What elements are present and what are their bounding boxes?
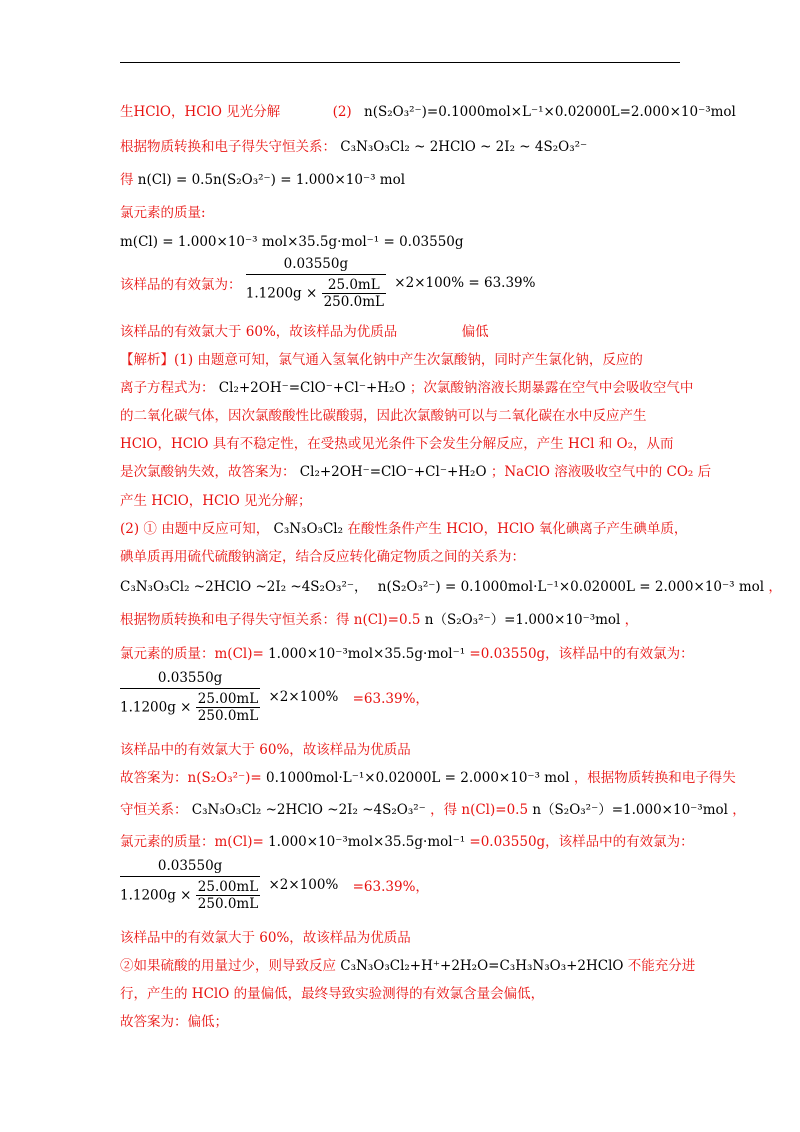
line-26: ②如果硫酸的用量过少，则导致反应 C₃N₃O₃Cl₂+H⁺+2H₂O=C₃H₃N₃O₃+2HClO 不能充分进 xyxy=(120,958,696,974)
fraction: 0.03550g 1.1200g × $\frac{25.00mL}{250.0mL}$ xyxy=(120,670,259,724)
line-12: 是次氯酸钠失效，故答案为： Cl₂+2OH⁻=ClO⁻+Cl⁻+H₂O ；NaClO 溶液吸收空气中的 CO₂ 后 xyxy=(120,464,712,480)
line-1: 生HClO，HClO 见光分解 (2) n(S₂O₃²⁻)=0.1000mol×L⁻¹×0.02000L=2.000×10⁻³mol xyxy=(120,104,736,120)
line-16: C₃N₃O₃Cl₂ ~2HClO ~2I₂ ~4S₂O₃²⁻， n(S₂O₃²⁻) = 0.1000mol·L⁻¹×0.02000L = 2.000×10⁻³ mol ， xyxy=(120,579,782,595)
fraction: 0.03550g 1.1200g × $\frac{25.00mL}{250.0mL}$ xyxy=(120,858,259,912)
line-21: 故答案为：n(S₂O₃²⁻)= 0.1000mol·L⁻¹×0.02000L = 2.000×10⁻³ mol ，根据物质转换和电子得失 xyxy=(120,770,736,786)
line-13: 产生 HClO，HClO 见光分解； xyxy=(120,493,312,509)
line-9: 离子方程式为： Cl₂+2OH⁻=ClO⁻+Cl⁻+H₂O ；次氯酸钠溶液长期暴露在空气中会吸收空气中 xyxy=(120,380,694,396)
line-6-effective-chlorine: 该样品的有效氯为： 0.03550g 1.1200g × $\frac{25.0mL}{250.0mL}$ ×2×100% = 63.39% xyxy=(120,256,536,310)
line-18: 氯元素的质量：m(Cl)= 1.000×10⁻³mol×35.5g·mol⁻¹ =0.03550g，该样品中的有效氯为： xyxy=(120,646,694,662)
fraction: 0.03550g 1.1200g × $\frac{25.0mL}{250.0mL}$ xyxy=(245,256,384,310)
line-4: 氯元素的质量: xyxy=(120,205,206,221)
line-7: 该样品的有效氯大于 60%，故该样品为优质品 偏低 xyxy=(120,324,489,340)
line-8-analysis: 【解析】(1) 由题意可知，氯气通入氢氧化钠中产生次氯酸钠，同时产生氯化钠，反应的 xyxy=(120,352,643,368)
header-rule xyxy=(120,62,680,63)
line-22: 守恒关系： C₃N₃O₃Cl₂ ~2HClO ~2I₂ ~4S₂O₃²⁻ ，得 n(Cl)=0.5 n（S₂O₃²⁻）=1.000×10⁻³mol ， xyxy=(120,802,746,818)
line-17: 根据物质转换和电子得失守恒关系：得 n(Cl)=0.5 n（S₂O₃²⁻）=1.000×10⁻³mol ， xyxy=(120,612,639,628)
line-23: 氯元素的质量：m(Cl)= 1.000×10⁻³mol×35.5g·mol⁻¹ =0.03550g，该样品中的有效氯为： xyxy=(120,834,694,850)
line-24-fraction: 0.03550g 1.1200g × $\frac{25.00mL}{250.0mL}$ ×2×100% =63.39%， xyxy=(120,858,429,912)
line-25: 该样品中的有效氯大于 60%，故该样品为优质品 xyxy=(120,930,411,946)
line-20: 该样品中的有效氯大于 60%，故该样品为优质品 xyxy=(120,742,411,758)
line-27: 行，产生的 HClO 的量偏低，最终导致实验测得的有效氯含量会偏低， xyxy=(120,986,545,1002)
line-14: (2) ① 由题中反应可知， C₃N₃O₃Cl₂ 在酸性条件产生 HClO，HClO 氧化碘离子产生碘单质， xyxy=(120,521,688,537)
line-11: HClO，HClO 具有不稳定性，在受热或见光条件下会发生分解反应，产生 HCl 和 O₂，从而 xyxy=(120,436,674,452)
line-5: m(Cl) = 1.000×10⁻³ mol×35.5g·mol⁻¹ = 0.03550g xyxy=(120,234,464,250)
line-19-fraction: 0.03550g 1.1200g × $\frac{25.00mL}{250.0mL}$ ×2×100% =63.39%， xyxy=(120,670,429,724)
line-28: 故答案为：偏低； xyxy=(120,1014,228,1030)
line-15: 碘单质再用硫代硫酸钠滴定，结合反应转化确定物质之间的关系为： xyxy=(120,549,525,565)
line-2: 根据物质转换和电子得失守恒关系： C₃N₃O₃Cl₂ ~ 2HClO ~ 2I₂ ~ 4S₂O₃²⁻ xyxy=(120,139,588,155)
line-3: 得 n(Cl) = 0.5n(S₂O₃²⁻) = 1.000×10⁻³ mol xyxy=(120,172,406,188)
line-10: 的二氧化碳气体，因次氯酸酸性比碳酸弱，因此次氯酸钠可以与二氧化碳在水中反应产生 xyxy=(120,408,647,424)
